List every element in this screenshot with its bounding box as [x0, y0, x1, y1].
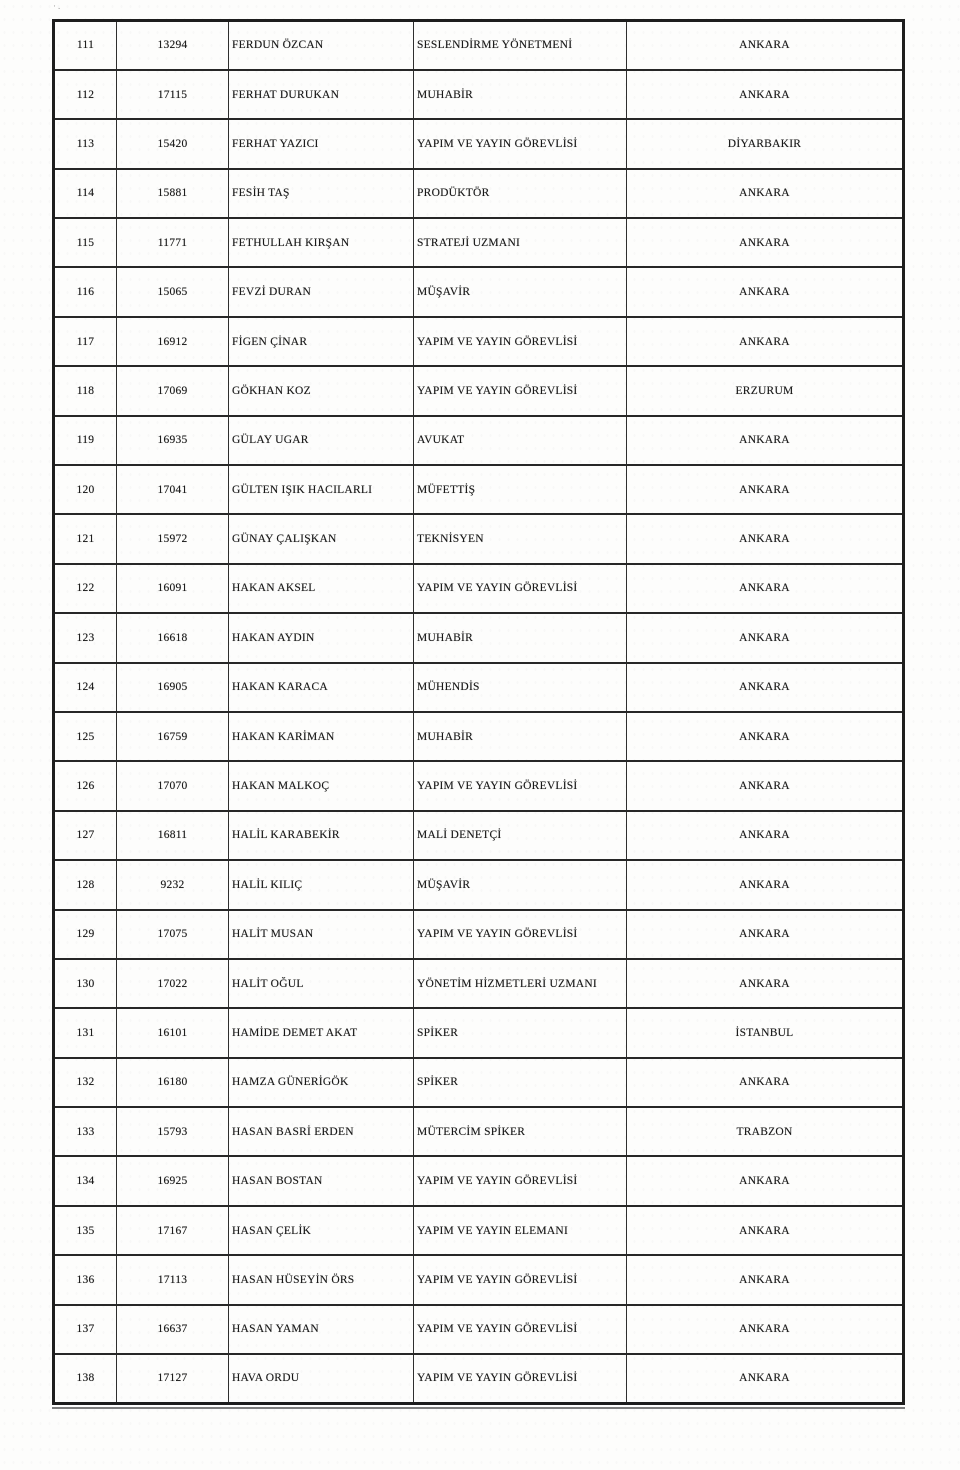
cell-city: ERZURUM [627, 366, 904, 415]
cell-row-number: 124 [54, 663, 117, 712]
personnel-table [52, 19, 905, 1405]
cell-row-number: 120 [54, 465, 117, 514]
cell-row-number: 121 [54, 514, 117, 563]
cell-city: ANKARA [627, 1156, 904, 1205]
cell-registry-number: 16811 [117, 811, 229, 860]
cell-registry-number: 16091 [117, 564, 229, 613]
personnel-table-body [54, 21, 904, 1404]
table-row [54, 1008, 904, 1057]
cell-city: ANKARA [627, 465, 904, 514]
cell-row-number: 135 [54, 1206, 117, 1255]
cell-title: SPİKER [414, 1008, 627, 1057]
table-row [54, 1206, 904, 1255]
table-row [54, 119, 904, 168]
cell-name: HAMZA GÜNERİGÖK [229, 1058, 414, 1107]
cell-registry-number: 13294 [117, 21, 229, 70]
cell-title: MÜFETTİŞ [414, 465, 627, 514]
cell-registry-number: 16905 [117, 663, 229, 712]
cell-city: ANKARA [627, 416, 904, 465]
cell-registry-number: 17115 [117, 70, 229, 119]
cell-city: İSTANBUL [627, 1008, 904, 1057]
cell-name: HAKAN KARACA [229, 663, 414, 712]
cell-city: ANKARA [627, 663, 904, 712]
cell-registry-number: 15793 [117, 1107, 229, 1156]
cell-registry-number: 17069 [117, 366, 229, 415]
cell-registry-number: 16637 [117, 1305, 229, 1354]
cell-city: ANKARA [627, 514, 904, 563]
cell-name: HAMİDE DEMET AKAT [229, 1008, 414, 1057]
cell-name: HASAN BOSTAN [229, 1156, 414, 1205]
cell-name: HASAN ÇELİK [229, 1206, 414, 1255]
cell-registry-number: 11771 [117, 218, 229, 267]
table-row [54, 218, 904, 267]
table-row [54, 1255, 904, 1304]
table-row [54, 1354, 904, 1403]
cell-title: YAPIM VE YAYIN GÖREVLİSİ [414, 1354, 627, 1403]
table-row [54, 1107, 904, 1156]
table-row [54, 267, 904, 316]
cell-row-number: 112 [54, 70, 117, 119]
cell-row-number: 132 [54, 1058, 117, 1107]
cell-registry-number: 17127 [117, 1354, 229, 1403]
cell-title: STRATEJİ UZMANI [414, 218, 627, 267]
scan-artifact: ·. [53, 1, 63, 11]
cell-title: YAPIM VE YAYIN GÖREVLİSİ [414, 1255, 627, 1304]
cell-city: ANKARA [627, 1058, 904, 1107]
cell-name: FEVZİ DURAN [229, 267, 414, 316]
cell-title: YAPIM VE YAYIN GÖREVLİSİ [414, 119, 627, 168]
cell-city: ANKARA [627, 1206, 904, 1255]
cell-name: HAKAN AKSEL [229, 564, 414, 613]
cell-row-number: 134 [54, 1156, 117, 1205]
cell-registry-number: 16935 [117, 416, 229, 465]
cell-city: DİYARBAKIR [627, 119, 904, 168]
cell-name: HALİT OĞUL [229, 959, 414, 1008]
cell-name: GÜLAY UGAR [229, 416, 414, 465]
cell-title: YAPIM VE YAYIN GÖREVLİSİ [414, 910, 627, 959]
table-row [54, 366, 904, 415]
cell-name: HAKAN MALKOÇ [229, 761, 414, 810]
cell-city: ANKARA [627, 1255, 904, 1304]
cell-registry-number: 17167 [117, 1206, 229, 1255]
cell-title: YAPIM VE YAYIN GÖREVLİSİ [414, 1305, 627, 1354]
cell-registry-number: 15972 [117, 514, 229, 563]
cell-title: YAPIM VE YAYIN GÖREVLİSİ [414, 564, 627, 613]
table-row [54, 1058, 904, 1107]
cell-name: FERHAT DURUKAN [229, 70, 414, 119]
cell-name: FESİH TAŞ [229, 169, 414, 218]
cell-name: GÖKHAN KOZ [229, 366, 414, 415]
cell-name: HAVA ORDU [229, 1354, 414, 1403]
cell-city: ANKARA [627, 70, 904, 119]
cell-city: ANKARA [627, 613, 904, 662]
cell-name: FETHULLAH KIRŞAN [229, 218, 414, 267]
cell-city: TRABZON [627, 1107, 904, 1156]
cell-title: MUHABİR [414, 712, 627, 761]
cell-row-number: 136 [54, 1255, 117, 1304]
table-row [54, 317, 904, 366]
table-row [54, 910, 904, 959]
cell-city: ANKARA [627, 811, 904, 860]
cell-title: AVUKAT [414, 416, 627, 465]
cell-registry-number: 16925 [117, 1156, 229, 1205]
cell-name: HASAN HÜSEYİN ÖRS [229, 1255, 414, 1304]
table-row [54, 712, 904, 761]
cell-registry-number: 15881 [117, 169, 229, 218]
table-row [54, 959, 904, 1008]
cell-title: MÜTERCİM SPİKER [414, 1107, 627, 1156]
cell-name: HALİL KARABEKİR [229, 811, 414, 860]
cell-city: ANKARA [627, 169, 904, 218]
cell-registry-number: 16912 [117, 317, 229, 366]
cell-row-number: 137 [54, 1305, 117, 1354]
cell-row-number: 138 [54, 1354, 117, 1403]
cell-row-number: 122 [54, 564, 117, 613]
cell-title: YAPIM VE YAYIN GÖREVLİSİ [414, 317, 627, 366]
table-row [54, 70, 904, 119]
table-row [54, 21, 904, 70]
cell-title: YAPIM VE YAYIN GÖREVLİSİ [414, 761, 627, 810]
cell-row-number: 125 [54, 712, 117, 761]
cell-name: HALİL KILIÇ [229, 860, 414, 909]
cell-city: ANKARA [627, 959, 904, 1008]
table-row [54, 416, 904, 465]
cell-registry-number: 17075 [117, 910, 229, 959]
table-row [54, 761, 904, 810]
cell-city: ANKARA [627, 564, 904, 613]
cell-city: ANKARA [627, 1305, 904, 1354]
cell-row-number: 111 [76, 39, 95, 52]
cell-city: ANKARA [627, 1354, 904, 1403]
cell-row-number: 131 [54, 1008, 117, 1057]
cell-name: FİGEN ÇİNAR [229, 317, 414, 366]
cell-row-number: 114 [54, 169, 117, 218]
cell-registry-number: 16759 [117, 712, 229, 761]
cell-city: ANKARA [627, 712, 904, 761]
cell-name: HASAN BASRİ ERDEN [229, 1107, 414, 1156]
cell-title: PRODÜKTÖR [414, 169, 627, 218]
table-row [54, 169, 904, 218]
cell-title: YÖNETİM HİZMETLERİ UZMANI [414, 959, 627, 1008]
cell-registry-number: 15420 [117, 119, 229, 168]
cell-row-number: 113 [54, 119, 117, 168]
table-row [54, 1156, 904, 1205]
table-row [54, 465, 904, 514]
cell-row-number: 133 [54, 1107, 117, 1156]
cell-row-number: 118 [54, 366, 117, 415]
cell-city: ANKARA [627, 910, 904, 959]
cell-row-number: 116 [54, 267, 117, 316]
cell-city: ANKARA [627, 860, 904, 909]
table-row [54, 811, 904, 860]
cell-registry-number: 15065 [117, 267, 229, 316]
table-row [54, 613, 904, 662]
cell-title: SESLENDİRME YÖNETMENİ [414, 21, 627, 70]
cell-title: TEKNİSYEN [414, 514, 627, 563]
cell-city: ANKARA [627, 21, 904, 70]
cell-name: GÜNAY ÇALIŞKAN [229, 514, 414, 563]
cell-row-number: 115 [54, 218, 117, 267]
cell-title: MÜHENDİS [414, 663, 627, 712]
cell-name: GÜLTEN IŞIK HACILARLI [229, 465, 414, 514]
cell-row-number: 117 [54, 317, 117, 366]
cell-name: HAKAN AYDIN [229, 613, 414, 662]
cell-title: MUHABİR [414, 70, 627, 119]
cell-title: SPİKER [414, 1058, 627, 1107]
cell-city: ANKARA [627, 267, 904, 316]
cell-row-number: 128 [54, 860, 117, 909]
cell-name: FERHAT YAZICI [229, 119, 414, 168]
cell-registry-number: 17113 [117, 1255, 229, 1304]
cell-title: YAPIM VE YAYIN GÖREVLİSİ [414, 1156, 627, 1205]
cell-registry-number: 17041 [117, 465, 229, 514]
cell-title: MUHABİR [414, 613, 627, 662]
cell-title: MALİ DENETÇİ [414, 811, 627, 860]
table-row [54, 564, 904, 613]
cell-title: YAPIM VE YAYIN ELEMANI [414, 1206, 627, 1255]
cell-row-number: 119 [54, 416, 117, 465]
cell-registry-number: 16101 [117, 1008, 229, 1057]
cell-name: HASAN YAMAN [229, 1305, 414, 1354]
cell-registry-number: 9232 [117, 860, 229, 909]
cell-registry-number: 16618 [117, 613, 229, 662]
cell-city: ANKARA [627, 317, 904, 366]
cell-name: HAKAN KARİMAN [229, 712, 414, 761]
cell-row-number: 123 [54, 613, 117, 662]
cell-name: FERDUN ÖZCAN [229, 21, 414, 70]
cell-row-number: 130 [54, 959, 117, 1008]
cell-title: YAPIM VE YAYIN GÖREVLİSİ [414, 366, 627, 415]
cell-title: MÜŞAVİR [414, 267, 627, 316]
cell-city: ANKARA [627, 761, 904, 810]
cell-row-number: 127 [54, 811, 117, 860]
table-row [54, 1305, 904, 1354]
table-row [54, 663, 904, 712]
cell-registry-number: 17070 [117, 761, 229, 810]
table-row [54, 514, 904, 563]
cell-registry-number: 17022 [117, 959, 229, 1008]
cell-registry-number: 16180 [117, 1058, 229, 1107]
cell-row-number: 129 [54, 910, 117, 959]
cell-row-number: 126 [54, 761, 117, 810]
table-row [54, 860, 904, 909]
cell-name: HALİT MUSAN [229, 910, 414, 959]
cell-title: MÜŞAVİR [414, 860, 627, 909]
cell-city: ANKARA [627, 218, 904, 267]
